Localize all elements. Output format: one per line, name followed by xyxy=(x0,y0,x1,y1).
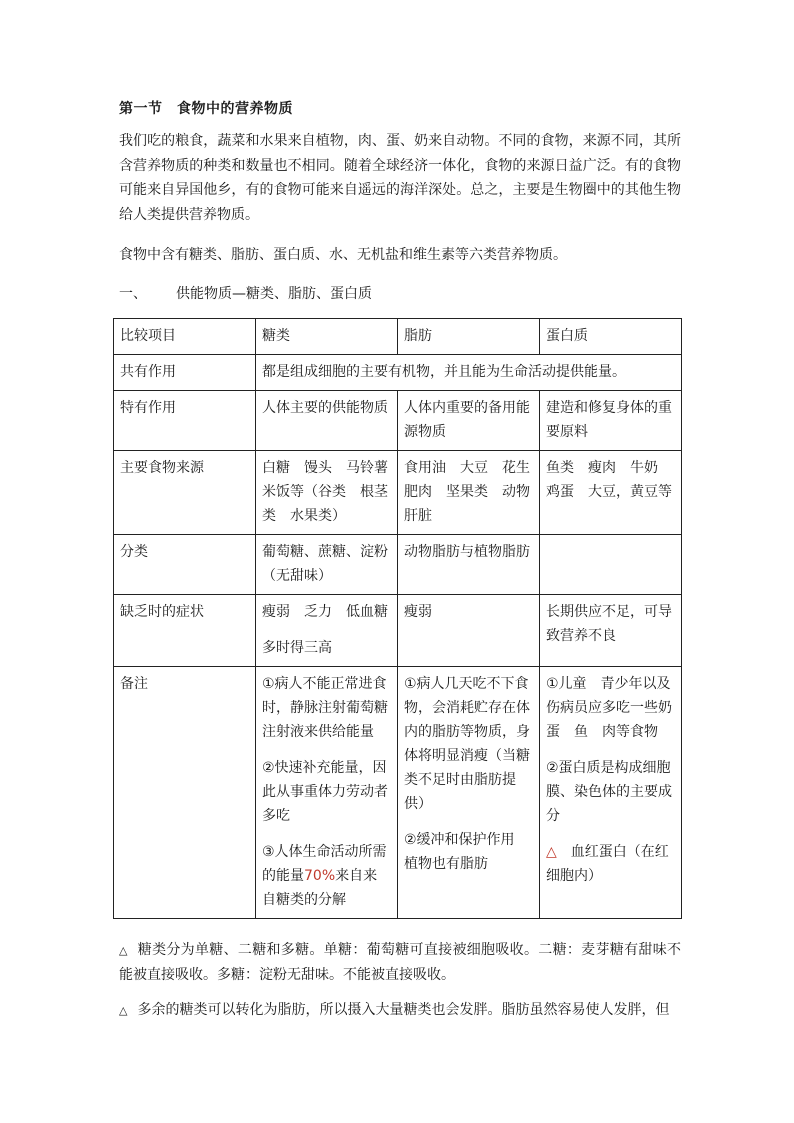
table-row-types xyxy=(114,535,682,595)
cell-line xyxy=(546,840,675,888)
table-cell xyxy=(256,595,398,667)
cell-line: ②蛋白质是构成细胞膜、染色体的主要成分 xyxy=(546,760,672,824)
table-cell: 长期供应不足，可导致营养不良 xyxy=(540,595,682,667)
row-label: 共有作用 xyxy=(114,355,256,391)
cell-line xyxy=(262,840,391,912)
table-cell: 葡萄糖、蔗糖、淀粉（无甜味） xyxy=(256,535,398,595)
table-cell xyxy=(540,535,682,595)
header-cell: 脂肪 xyxy=(398,319,540,355)
row-label: 缺乏时的症状 xyxy=(114,595,256,667)
row-label: 备注 xyxy=(114,667,256,919)
cell-line: 瘦弱 乏力 低血糖 xyxy=(262,604,388,620)
cell-line: ②缓冲和保护作用 xyxy=(404,832,515,848)
row-label: 分类 xyxy=(114,535,256,595)
section-title: 第一节 食物中的营养物质 xyxy=(119,101,293,117)
nutrient-comparison-table xyxy=(113,318,686,919)
cell-line: 多时得三高 xyxy=(262,640,332,656)
table-row-deficiency xyxy=(114,595,682,667)
subsection-heading xyxy=(119,283,372,303)
intro-paragraph: 我们吃的粮食，蔬菜和水果来自植物，肉、蛋、奶来自动物。不同的食物，来源不同，其所含营养物质的种类和数量也不相同。随着全球经济一体化，食物的来源日益广泛。有的食物可能来自异国他乡，有的食物可能来自遥远的海洋深处。总之，主要是生物圈中的其他生物给人类提供营养物质。 xyxy=(119,133,681,223)
table-cell: 建造和修复身体的重要原料 xyxy=(540,391,682,451)
warning-triangle-icon: △ xyxy=(546,844,557,860)
highlight-percent: 70% xyxy=(304,868,336,884)
cell-line: 植物也有脂肪 xyxy=(404,856,488,872)
subsection-heading-text: 供能物质—糖类、脂肪、蛋白质 xyxy=(176,286,372,302)
cell-text: 血红蛋白（在红细胞内） xyxy=(546,844,669,884)
subsection-number: 一、 xyxy=(119,286,147,302)
note-text: 多余的糖类可以转化为脂肪，所以摄入大量糖类也会发胖。脂肪虽然容易使人发胖，但 xyxy=(137,1002,670,1018)
shared-function-cell: 都是组成细胞的主要有机物，并且能为生命活动提供能量。 xyxy=(256,355,682,391)
warning-triangle-icon: △ xyxy=(119,1004,128,1017)
cell-line: ①病人几天吃不下食物，会消耗贮存在体内的脂肪等物质，身体将明显消瘦（当糖类不足时由脂肪提供） xyxy=(404,676,530,812)
cell-line: ①儿童 青少年以及伤病员应多吃一些奶 蛋 鱼 肉等食物 xyxy=(546,676,686,740)
cell-line: ②快速补充能量，因此从事重体力劳动者多吃 xyxy=(262,760,388,824)
table-cell: 白糖 馒头 马铃薯 米饭等（谷类 根茎类 水果类） xyxy=(256,451,398,535)
table-cell xyxy=(540,667,686,919)
table-row-shared xyxy=(114,355,682,391)
note-text: 糖类分为单糖、二糖和多糖。单糖：葡萄糖可直接被细胞吸收。二糖：麦芽糖有甜味不能被直接吸收。多糖：淀粉无甜味。不能被直接吸收。 xyxy=(119,942,681,983)
table-cell: 人体内重要的备用能源物质 xyxy=(398,391,540,451)
note-item xyxy=(119,998,681,1023)
table-cell: 动物脂肪与植物脂肪 xyxy=(398,535,540,595)
row-label: 主要食物来源 xyxy=(114,451,256,535)
table-row-special xyxy=(114,391,682,451)
row-label: 特有作用 xyxy=(114,391,256,451)
header-cell: 蛋白质 xyxy=(540,319,682,355)
table-cell xyxy=(256,667,398,919)
cell-line: ①病人不能正常进食时，静脉注射葡萄糖注射液来供给能量 xyxy=(262,676,388,740)
warning-triangle-icon: △ xyxy=(119,944,128,957)
cell-text: 来自来自糖类的分解 xyxy=(262,868,378,908)
header-cell: 糖类 xyxy=(256,319,398,355)
header-cell: 比较项目 xyxy=(114,319,256,355)
table-cell: 瘦弱 xyxy=(398,595,540,667)
table-cell: 鱼类 瘦肉 牛奶 鸡蛋 大豆，黄豆等 xyxy=(540,451,682,535)
table-row-remarks xyxy=(114,667,682,919)
nutrients-paragraph: 食物中含有糖类、脂肪、蛋白质、水、无机盐和维生素等六类营养物质。 xyxy=(119,247,567,263)
cell-text: ③人体生命活动所需的能量 xyxy=(262,844,387,884)
table-cell: 人体主要的供能物质 xyxy=(256,391,398,451)
note-item xyxy=(119,938,681,987)
table-cell xyxy=(398,667,540,919)
table-header-row xyxy=(114,319,682,355)
table-row-sources xyxy=(114,451,682,535)
table-cell: 食用油 大豆 花生 肥肉 坚果类 动物肝脏 xyxy=(398,451,540,535)
